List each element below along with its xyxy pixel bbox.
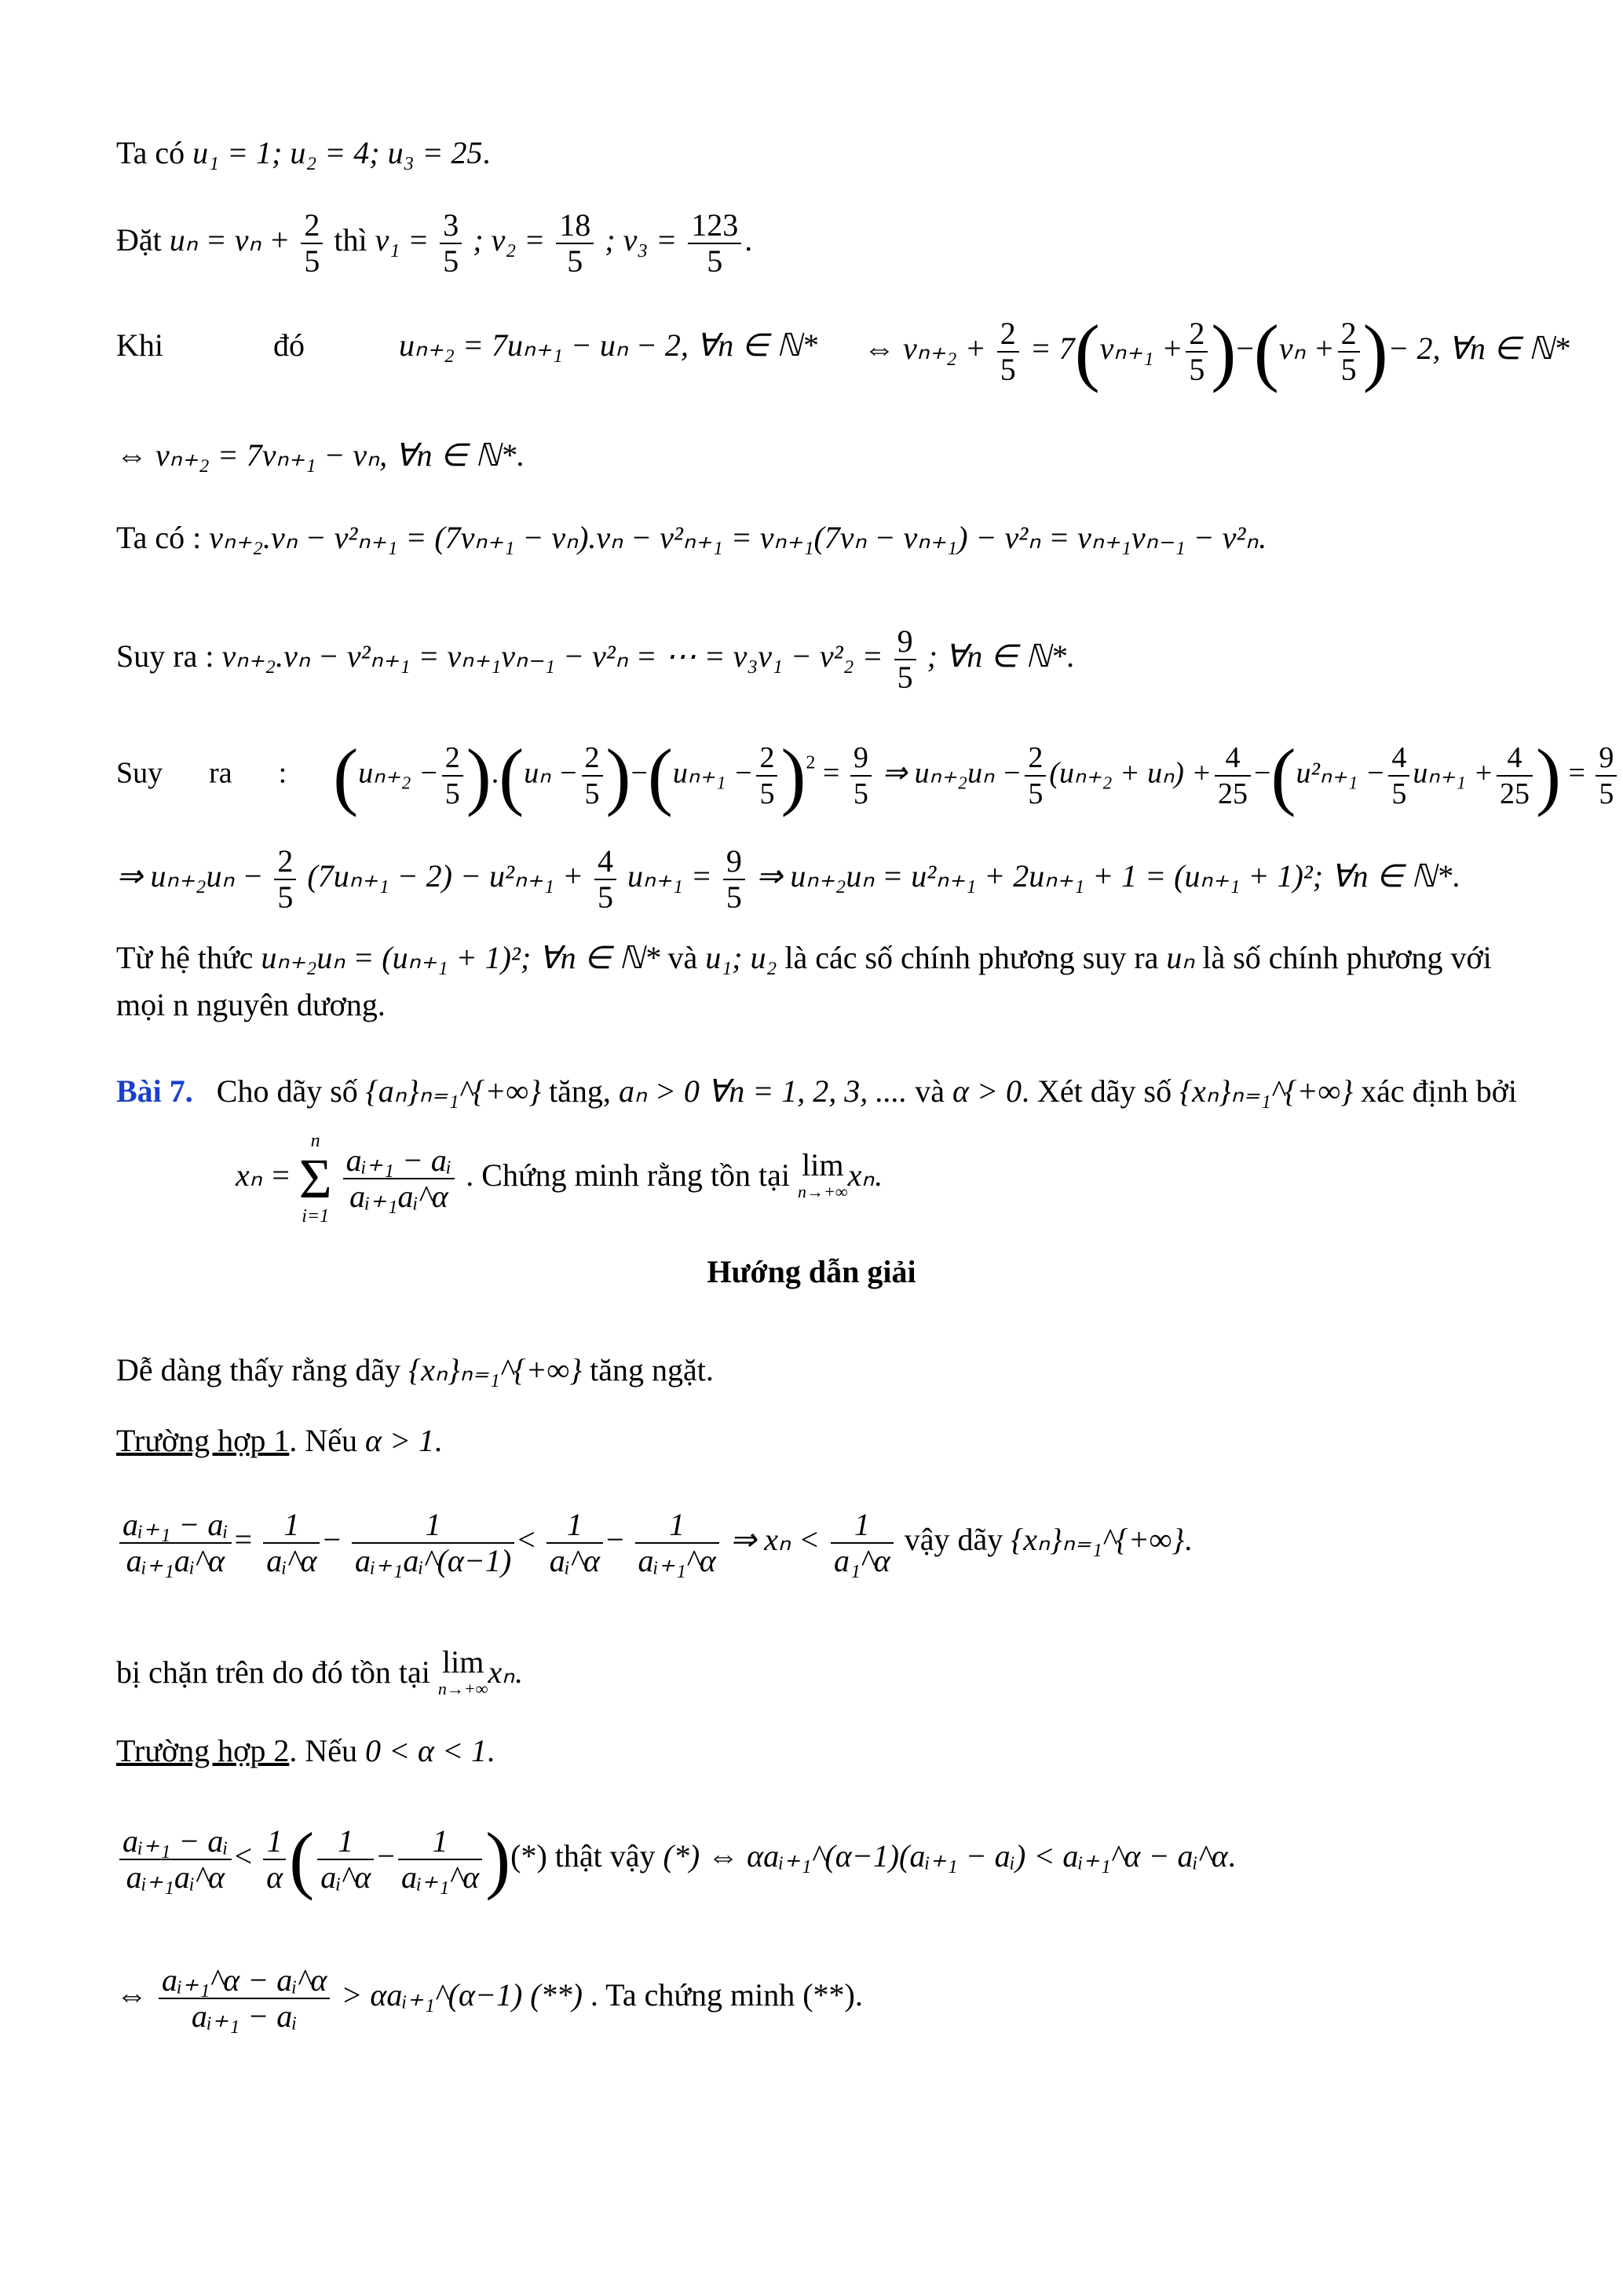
equation: xₙ = bbox=[236, 1157, 291, 1194]
limit: lim n→+∞ bbox=[437, 1644, 488, 1698]
equation: 0 < α < 1 bbox=[364, 1733, 487, 1768]
fraction: $\frac{123}{5}$ bbox=[688, 208, 741, 279]
case-1-conclusion: bị chặn trên do đó tồn tại lim n→+∞ xₙ. bbox=[116, 1649, 522, 1702]
equation: (*) ⇔ αaᵢ₊₁^(α−1)(aᵢ₊₁ − aᵢ) < aᵢ₊₁^α − aᵢ^α bbox=[663, 1838, 1228, 1874]
equation: u₁; u₂ bbox=[705, 940, 777, 975]
equation: uₙ₊₂uₙ = (uₙ₊₁ + 1)²; ∀n ∈ ℕ* bbox=[261, 940, 660, 975]
equation: v₁ = bbox=[375, 222, 430, 258]
case-label: Trường hợp 1 bbox=[116, 1423, 290, 1458]
line-3-right: ⇔ vₙ₊₂ + $\frac{2}{5}$ = 7(vₙ₊₁ + $\frac{2}{5}$ )−(vₙ + $\frac{2}{5}$ )− 2, ∀n ∈ ℕ* bbox=[864, 309, 1570, 393]
text: và bbox=[667, 940, 698, 975]
sum-symbol: n Σ i=1 bbox=[298, 1131, 332, 1227]
equation: uₙ₊₁ = bbox=[627, 858, 712, 894]
problem-label: Bài 7. bbox=[116, 1073, 193, 1109]
case-2-step: ⇔ $\frac{\text{aᵢ₊₁\textasciicircum{}α − aᵢ\textasciicircum{}α}}{\text{aᵢ₊₁ − aᵢ}}$ > αaᵢ₊₁^(α−1) (**) . Ta chứng minh (**). bbox=[116, 1962, 863, 2034]
equation: vₙ₊₂.vₙ − v²ₙ₊₁ = vₙ₊₁vₙ₋₁ − v²ₙ = ⋯ = v₃v₁ − v²₂ = bbox=[221, 638, 883, 675]
text: xác định bởi bbox=[1361, 1073, 1517, 1109]
equation: {aₙ}ₙ₌₁^{+∞} bbox=[365, 1073, 542, 1109]
text: là số chính phương với bbox=[1202, 940, 1492, 975]
case-2-equation: $\frac{\text{aᵢ₊₁ − aᵢ}}{\text{aᵢ₊₁aᵢ\textasciicircum{}α}}$ < $\frac{1}{\alpha}$ ( $\frac{1}{\text{aᵢ\textasciicircum{}α}}$ − $\frac{1}{\text{aᵢ₊₁\textasciicircum{}α}}$ )(*) thật vậy (*) ⇔ αaᵢ₊₁^(α−1)(aᵢ₊₁ − aᵢ) < aᵢ₊₁^α − aᵢ^α. bbox=[116, 1822, 1236, 1897]
line-3 bbox=[116, 326, 817, 365]
equation: ⇔ vₙ₊₂ = 7vₙ₊₁ − vₙ, ∀n ∈ ℕ* bbox=[116, 437, 517, 473]
text: và bbox=[915, 1073, 945, 1109]
text: thì bbox=[334, 222, 367, 258]
text: Suy ra : bbox=[116, 638, 214, 675]
text: Từ hệ thức bbox=[116, 940, 254, 975]
text: Khi bbox=[116, 327, 163, 363]
fraction: $\frac{3}{5}$ bbox=[440, 208, 462, 279]
equation: > αaᵢ₊₁^(α−1) (**) bbox=[341, 1977, 583, 2013]
fraction: $\frac{2}{5}$ bbox=[997, 316, 1019, 387]
fraction: $\frac{\text{aᵢ₊₁ − aᵢ}}{\text{aᵢ₊₁aᵢ\textasciicircum{}α}}$ bbox=[343, 1143, 455, 1214]
equation: (7uₙ₊₁ − 2) − u²ₙ₊₁ + bbox=[307, 858, 583, 894]
equation: ; ∀n ∈ ℕ* bbox=[927, 638, 1067, 675]
line-4: ⇔ vₙ₊₂ = 7vₙ₊₁ − vₙ, ∀n ∈ ℕ*. bbox=[116, 437, 525, 473]
text: tăng ngặt. bbox=[590, 1352, 714, 1387]
line-5: Ta có : vₙ₊₂.vₙ − v²ₙ₊₁ = (7vₙ₊₁ − vₙ).vₙ − v²ₙ₊₁ = vₙ₊₁(7vₙ − vₙ₊₁) − v²ₙ = vₙ₊₁vₙ₋₁ − v²ₙ. bbox=[116, 520, 1267, 555]
text: Cho dãy số bbox=[216, 1073, 358, 1109]
equation: ; v₃ = bbox=[605, 222, 678, 258]
equation: uₙ bbox=[1166, 940, 1195, 975]
text: . Chứng minh rằng tồn tại bbox=[466, 1157, 791, 1194]
equation: {xₙ}ₙ₌₁^{+∞} bbox=[408, 1352, 583, 1387]
text: đó bbox=[273, 327, 305, 363]
equation: aₙ > 0 ∀n = 1, 2, 3, .... bbox=[618, 1073, 908, 1109]
text: Đặt bbox=[116, 222, 162, 258]
text: mọi n nguyên dương. bbox=[116, 987, 386, 1022]
section-heading bbox=[0, 1252, 1623, 1292]
text: thật vậy bbox=[554, 1838, 656, 1874]
text: . Ta chứng minh (**). bbox=[590, 1977, 863, 2013]
case-label: Trường hợp 2 bbox=[116, 1733, 290, 1768]
text: . Xét dãy số bbox=[1022, 1073, 1172, 1109]
case-1-heading: Trường hợp 1. Nếu α > 1. bbox=[116, 1423, 442, 1458]
text: Suy bbox=[116, 756, 163, 790]
text: ra bbox=[209, 756, 232, 790]
problem-7-statement bbox=[116, 1072, 1517, 1111]
line-1: Ta có u₁ = 1; u₂ = 4; u₃ = 25. bbox=[116, 135, 491, 170]
problem-7-definition: xₙ = n Σ i=1 $\frac{\text{aᵢ₊₁ − aᵢ}}{\text{aᵢ₊₁aᵢ\textasciicircum{}α}}$ . Chứng minh rằng tồn tại lim n→+∞ xₙ. bbox=[236, 1131, 883, 1227]
equation: α > 1 bbox=[364, 1423, 434, 1458]
line-g1 bbox=[116, 1351, 714, 1390]
equation: {xₙ}ₙ₌₁^{+∞} bbox=[1179, 1073, 1354, 1109]
equation: ; v₂ = bbox=[473, 222, 546, 258]
equation: uₙ = vₙ + bbox=[169, 222, 291, 258]
text: . Nếu bbox=[289, 1733, 357, 1768]
equation: = 7 bbox=[1029, 331, 1075, 367]
equation: vₙ₊₂.vₙ − v²ₙ₊₁ = (7vₙ₊₁ − vₙ).vₙ − v²ₙ₊₁ = vₙ₊₁(7vₙ − vₙ₊₁) − v²ₙ = vₙ₊₁vₙ₋₁ − v²ₙ bbox=[209, 520, 1259, 555]
line-2: Đặt uₙ = vₙ + $\frac{2}{5}$ thì v₁ = $\frac{3}{5}$ ; v₂ = $\frac{18}{5}$ ; v₃ = $\frac{123}{5}$ . bbox=[116, 207, 753, 279]
equation: ⇒ uₙ₊₂uₙ = u²ₙ₊₁ + 2uₙ₊₁ + 1 = (uₙ₊₁ + 1)²; ∀n ∈ ℕ* bbox=[755, 858, 1453, 894]
equation: ⇔ vₙ₊₂ + bbox=[864, 331, 986, 367]
equation: α > 0 bbox=[952, 1073, 1022, 1109]
text: Ta có bbox=[116, 135, 185, 170]
line-10 bbox=[116, 985, 386, 1025]
heading-text: Hướng dẫn giải bbox=[707, 1254, 916, 1289]
text: : bbox=[278, 756, 287, 790]
text: vậy dãy bbox=[904, 1522, 1003, 1558]
line-7: Suy ra : (uₙ₊₂ − $\frac{2}{5}$ ).(uₙ − $\frac{2}{5}$ )−(uₙ₊₁ − $\frac{2}{5}$ )$^2$ = $\frac{9}{5}$ ⇒ uₙ₊₂uₙ − $\frac{2}{5}$ (uₙ₊₂ + uₙ) + $\frac{4}{25}$ −(u²ₙ₊₁ − $\frac{4}{5}$ uₙ₊₁ + $\frac{4}{25}$ ) = $\frac{9}{5}$ bbox=[116, 738, 1620, 813]
text: Dễ dàng thấy rằng dãy bbox=[116, 1352, 401, 1387]
case-1-equation: $\frac{\text{aᵢ₊₁ − aᵢ}}{\text{aᵢ₊₁aᵢ\textasciicircum{}α}}$ = $\frac{1}{\text{aᵢ\textasciicircum{}α}}$ − $\frac{1}{\text{aᵢ₊₁aᵢ\textasciicircum{}(α−1)}}$ < $\frac{1}{\text{aᵢ\textasciicircum{}α}}$ − $\frac{1}{\text{aᵢ₊₁\textasciicircum{}α}}$ ⇒ xₙ < $\frac{1}{\text{a₁\textasciicircum{}α}}$ vậy dãy {xₙ}ₙ₌₁^{+∞}. bbox=[116, 1508, 1192, 1578]
text: bị chặn trên do đó tồn tại bbox=[116, 1654, 430, 1691]
limit: lim n→+∞ bbox=[798, 1147, 848, 1201]
text: . Nếu bbox=[289, 1423, 357, 1458]
case-2-heading: Trường hợp 2. Nếu 0 < α < 1. bbox=[116, 1733, 495, 1768]
fraction: $\frac{9}{5}$ bbox=[894, 624, 916, 695]
line-6: Suy ra : vₙ₊₂.vₙ − v²ₙ₊₁ = vₙ₊₁vₙ₋₁ − v²ₙ = ⋯ = v₃v₁ − v²₂ = $\frac{9}{5}$ ; ∀n ∈ ℕ*. bbox=[116, 623, 1075, 695]
line-8: ⇒ uₙ₊₂uₙ − $\frac{2}{5}$ (7uₙ₊₁ − 2) − u²ₙ₊₁ + $\frac{4}{5}$ uₙ₊₁ = $\frac{9}{5}$ ⇒ uₙ₊₂uₙ = u²ₙ₊₁ + 2uₙ₊₁ + 1 = (uₙ₊₁ + 1)²; ∀n ∈ ℕ*. bbox=[116, 843, 1460, 915]
fraction: $\frac{18}{5}$ bbox=[556, 208, 594, 279]
fraction: $\frac{2}{5}$ bbox=[301, 208, 323, 279]
equation: uₙ₊₂ = 7uₙ₊₁ − uₙ − 2, ∀n ∈ ℕ* bbox=[399, 327, 818, 363]
text: Ta có : bbox=[116, 520, 202, 555]
text: tăng, bbox=[549, 1073, 611, 1109]
line-9 bbox=[116, 938, 1492, 978]
equation: u₁ = 1; u₂ = 4; u₃ = 25 bbox=[192, 135, 483, 170]
text: là các số chính phương suy ra bbox=[784, 940, 1159, 975]
equation: ⇒ uₙ₊₂uₙ − bbox=[116, 858, 264, 894]
